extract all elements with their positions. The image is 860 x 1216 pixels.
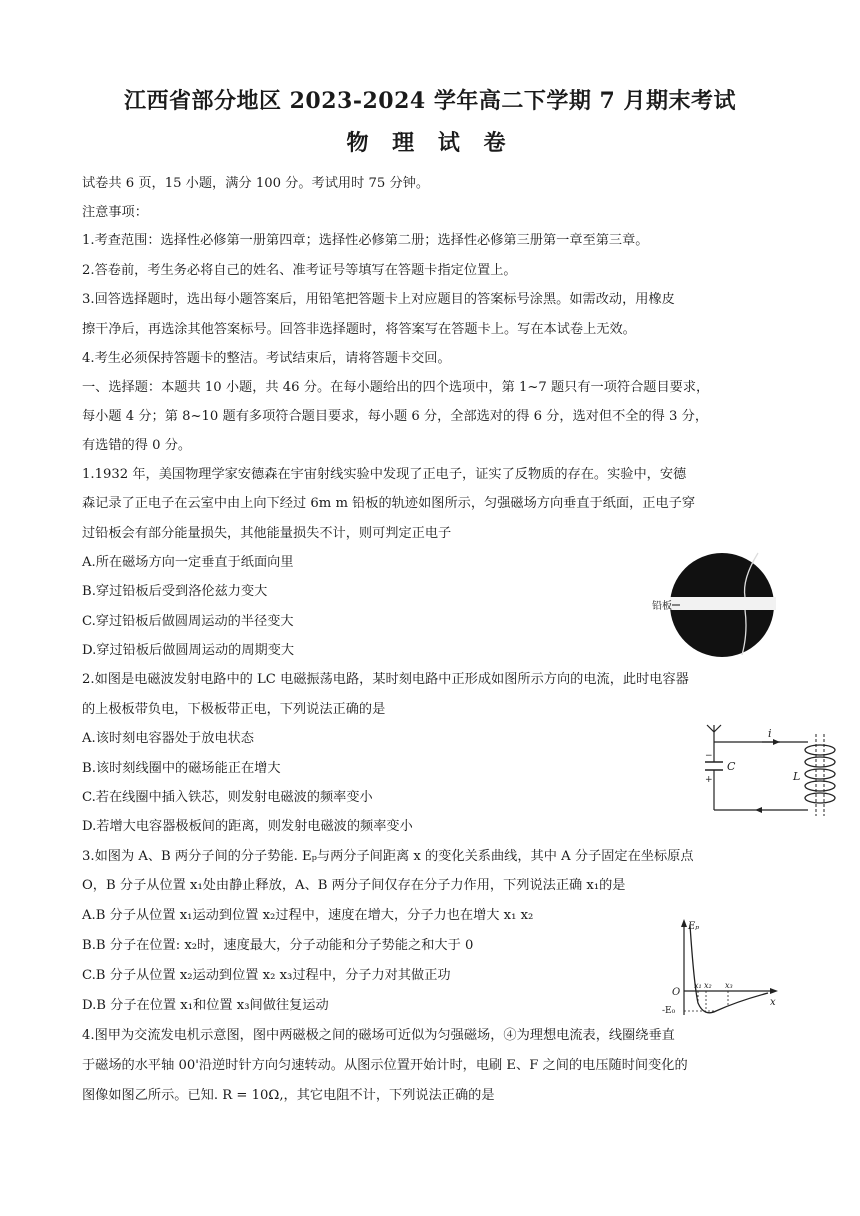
text-line: 过铅板会有部分能量损失，其他能量损失不计，则可判定正电子 [82,526,452,541]
text-line: 3.回答选择题时，选出每小题答案后，用铅笔把答题卡上对应题目的答案标号涂黑。如需改动，用橡皮 [82,292,675,307]
exam-subtitle: 物 理 试 卷 [346,130,514,156]
text-line: 于磁场的水平轴 00'沿逆时针方向匀速转动。从图示位置开始计时，电刷 E、F 之间的电压随时间变化的 [82,1058,688,1073]
text-line: 有选错的得 0 分。 [82,438,192,453]
option-line: C.若在线圈中插入铁芯，则发射电磁波的频率变小 [82,790,373,805]
x-axis-label: x [770,997,776,1008]
option-line: D.若增大电容器极板间的距离，则发射电磁波的频率变小 [82,819,413,834]
option-line: A.所在磁场方向一定垂直于纸面向里 [82,555,294,570]
option-line: C.B 分子从位置 x₂运动到位置 x₂ x₃过程中，分子力对其做正功 [82,968,451,983]
option-line: B.该时刻线圈中的磁场能正在增大 [82,761,281,776]
option-line: B.B 分子在位置: x₂时，速度最大，分子动能和分子势能之和大于 0 [82,938,474,953]
q1-cloud-chamber-figure [650,545,776,665]
svg-text:−: − [705,751,713,761]
text-line: 3.如图为 A、B 两分子间的分子势能. Eₚ与两分子间距离 x 的变化关系曲线，其中 A 分子固定在坐标原点 [82,849,694,864]
capacitor-label: C [727,760,736,773]
option-line: A.B 分子从位置 x₁运动到位置 x₂过程中，速度在增大，分子力也在增大 x₁ x₂ [82,908,534,923]
option-line: D.穿过铅板后做圆周运动的周期变大 [82,643,295,658]
text-line: 的上极板带负电，下极板带正电，下列说法正确的是 [82,702,386,717]
x2-label: x₂ [704,981,712,990]
q3-potential-energy-graph [662,915,782,1025]
text-line: 试卷共 6 页，15 小题，满分 100 分。考试用时 75 分钟。 [82,176,430,191]
text-line: 一、选择题：本题共 10 小题，共 46 分。在每小题给出的四个选项中，第 1~7 题只有一项符合题目要求， [82,380,710,395]
svg-text:+: + [705,775,713,785]
option-line: B.穿过铅板后受到洛伦兹力变大 [82,584,268,599]
option-line: C.穿过铅板后做圆周运动的半径变大 [82,614,294,629]
option-line: A.该时刻电容器处于放电状态 [82,731,254,746]
text-line: 2.如图是电磁波发射电路中的 LC 电磁振荡电路，某时刻电路中正形成如图所示方向的电流，此时电容器 [82,672,689,687]
exam-title: 江西省部分地区 2023-2024 学年高二下学期 7 月期末考试 [123,88,737,114]
min-energy-label: -E₀ [662,1006,676,1016]
text-line: 森记录了正电子在云室中由上向下经过 6m m 铅板的轨迹如图所示，匀强磁场方向垂直于纸面，正电子穿 [82,496,696,511]
current-label: i [768,727,772,740]
text-line: 1.考查范围：选择性必修第一册第四章；选择性必修第二册；选择性必修第三册第一章至第三章。 [82,233,649,248]
lead-plate-label: 铅板 [652,601,672,612]
text-line: 注意事项： [82,205,148,220]
x3-label: x₃ [725,981,733,990]
text-line: 1.1932 年，美国物理学家安德森在宇宙射线实验中发现了正电子，证实了反物质的存在。实验中，安德 [82,467,687,482]
q2-lc-circuit-figure [700,720,850,830]
text-line: 4.图甲为交流发电机示意图，图中两磁极之间的磁场可近似为匀强磁场，④为理想电流表，线圈绕垂直 [82,1028,675,1043]
origin-label: O [672,987,681,998]
text-line: 2.答卷前，考生务必将自己的姓名、准考证号等填写在答题卡指定位置上。 [82,263,517,278]
text-line: 4.考生必须保持答题卡的整洁。考试结束后，请将答题卡交回。 [82,351,451,366]
text-line: 图像如图乙所示。已知. R = 10Ω,，其它电阻不计，下列说法正确的是 [82,1088,495,1103]
ep-axis-label: Eₚ [688,921,700,932]
option-line: D.B 分子在位置 x₁和位置 x₃间做往复运动 [82,998,329,1013]
text-line: 擦干净后，再选涂其他答案标号。回答非选择题时，将答案写在答题卡上。写在本试卷上无效。 [82,322,636,337]
text-line: 每小题 4 分；第 8~10 题有多项符合题目要求，每小题 6 分，全部选对的得 6 分，选对但不全的得 3 分， [82,409,709,424]
text-line: O，B 分子从位置 x₁处由静止释放，A、B 两分子间仅存在分子力作用，下列说法正确 x₁的是 [82,878,626,893]
inductor-label: L [793,770,801,783]
x1-label: x₁ [694,981,702,990]
